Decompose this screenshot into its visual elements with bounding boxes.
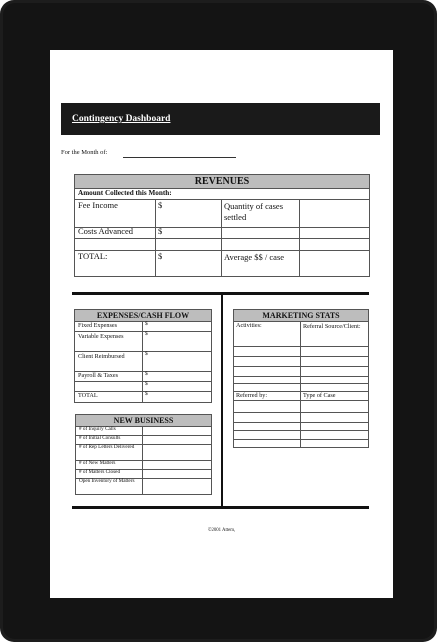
nb-rep-letters: # of Rep Letters Delivered — [79, 444, 135, 450]
nb-matters-closed: # of Matters Closed — [79, 469, 121, 475]
expense-total-value[interactable]: $ — [145, 391, 148, 397]
copyright-footer: ©2001 Attem, — [207, 528, 236, 533]
fee-income-label: Fee Income — [78, 200, 118, 210]
nb-initial-consults: # of Initial Consults — [79, 435, 121, 441]
revenues-subheader: Amount Collected this Month: — [78, 189, 172, 197]
expense-total-label: TOTAL — [78, 392, 98, 399]
expense-payroll-label: Payroll & Taxes — [78, 372, 119, 379]
section-divider-middle — [221, 294, 223, 508]
expense-blank-value[interactable]: $ — [145, 381, 148, 387]
expense-reimbursed-value[interactable]: $ — [145, 351, 148, 357]
month-field-line[interactable] — [123, 157, 236, 158]
costs-advanced-label: Costs Advanced — [78, 226, 134, 236]
fee-income-dollar[interactable]: $ — [158, 200, 163, 210]
expenses-header: EXPENSES/CASH FLOW — [75, 310, 211, 322]
expense-variable-value[interactable]: $ — [145, 331, 148, 337]
marketing-referral-label: Referral Source/Client: — [303, 323, 361, 330]
revenue-total-dollar[interactable]: $ — [158, 251, 163, 261]
title-banner — [61, 103, 380, 135]
marketing-referred-by-label: Referred by: — [236, 392, 268, 399]
average-case-label: Average $$ / case — [224, 252, 285, 262]
expense-variable-label: Variable Expenses — [78, 333, 124, 340]
costs-advanced-dollar[interactable]: $ — [158, 226, 163, 236]
quantity-label: Quantity of cases settled — [224, 201, 284, 223]
page-title: Contingency Dashboard — [72, 114, 171, 124]
marketing-activities-label: Activities: — [236, 322, 262, 329]
revenues-header: REVENUES — [75, 175, 369, 189]
marketing-header: MARKETING STATS — [234, 310, 368, 322]
month-label: For the Month of: — [61, 149, 108, 156]
nb-open-inventory: Open Inventory of Matters — [79, 478, 135, 484]
expense-reimbursed-label: Client Reimbursed — [78, 353, 125, 360]
new-business-header: NEW BUSINESS — [76, 415, 211, 427]
nb-inquiry-calls: # of Inquiry Calls — [79, 426, 116, 432]
expense-fixed-label: Fixed Expenses — [78, 322, 118, 329]
section-divider-bottom — [72, 506, 369, 509]
expense-payroll-value[interactable]: $ — [145, 371, 148, 377]
document-page — [50, 50, 393, 598]
revenue-total-label: TOTAL: — [78, 251, 108, 261]
nb-new-matters: # of New Matters — [79, 460, 116, 466]
expense-fixed-value[interactable]: $ — [145, 321, 148, 327]
marketing-type-of-case-label: Type of Case — [303, 392, 336, 399]
